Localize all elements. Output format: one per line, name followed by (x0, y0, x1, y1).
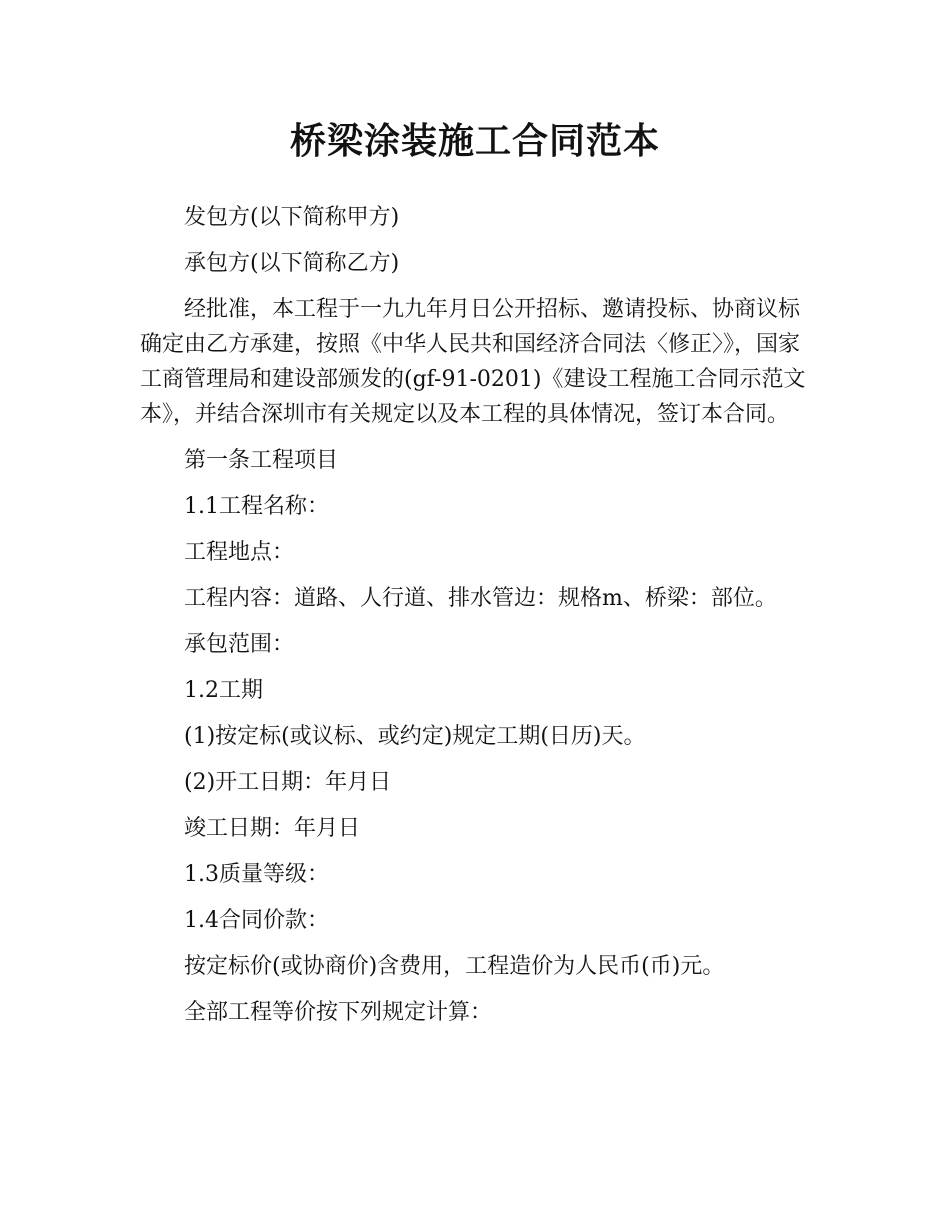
paragraph-project-content: 工程内容：道路、人行道、排水管边：规格m、桥梁：部位。 (184, 586, 777, 611)
paragraph-price-calculation: 全部工程等价按下列规定计算： (184, 1000, 493, 1025)
document-body (140, 200, 812, 1041)
paragraph-price-terms: 按定标价(或协商价)含费用，工程造价为人民币(币)元。 (184, 954, 725, 979)
paragraph-project-name: 1.1工程名称： (184, 494, 329, 519)
paragraph-preamble: 经批准，本工程于一九九年月日公开招标、邀请投标、协商议标确定由乙方承建，按照《中华人民共和国经济合同法〈修正〉》，国家工商管理局和建设部颁发的(gf-91-0201)《建设工程施工合同示范文本》，并结合深圳市有关规定以及本工程的具体情况，签订本合同。 (140, 297, 806, 427)
paragraph-party-b: 承包方(以下简称乙方) (184, 251, 400, 276)
paragraph-completion-date: 竣工日期：年月日 (184, 816, 361, 841)
paragraph-article-1-heading: 第一条工程项目 (184, 448, 339, 473)
paragraph-start-date: (2)开工日期：年月日 (184, 770, 392, 795)
paragraph-schedule-days: (1)按定标(或议标、或约定)规定工期(日历)天。 (184, 724, 646, 749)
paragraph-project-location: 工程地点： (184, 540, 295, 565)
paragraph-quality-grade: 1.3质量等级： (184, 862, 329, 887)
paragraph-schedule-heading: 1.2工期 (184, 678, 263, 703)
paragraph-contract-price: 1.4合同价款： (184, 908, 329, 933)
paragraph-contract-scope: 承包范围： (184, 632, 295, 657)
document-title: 桥梁涂装施工合同范本 (289, 121, 660, 162)
paragraph-party-a: 发包方(以下简称甲方) (184, 205, 400, 230)
